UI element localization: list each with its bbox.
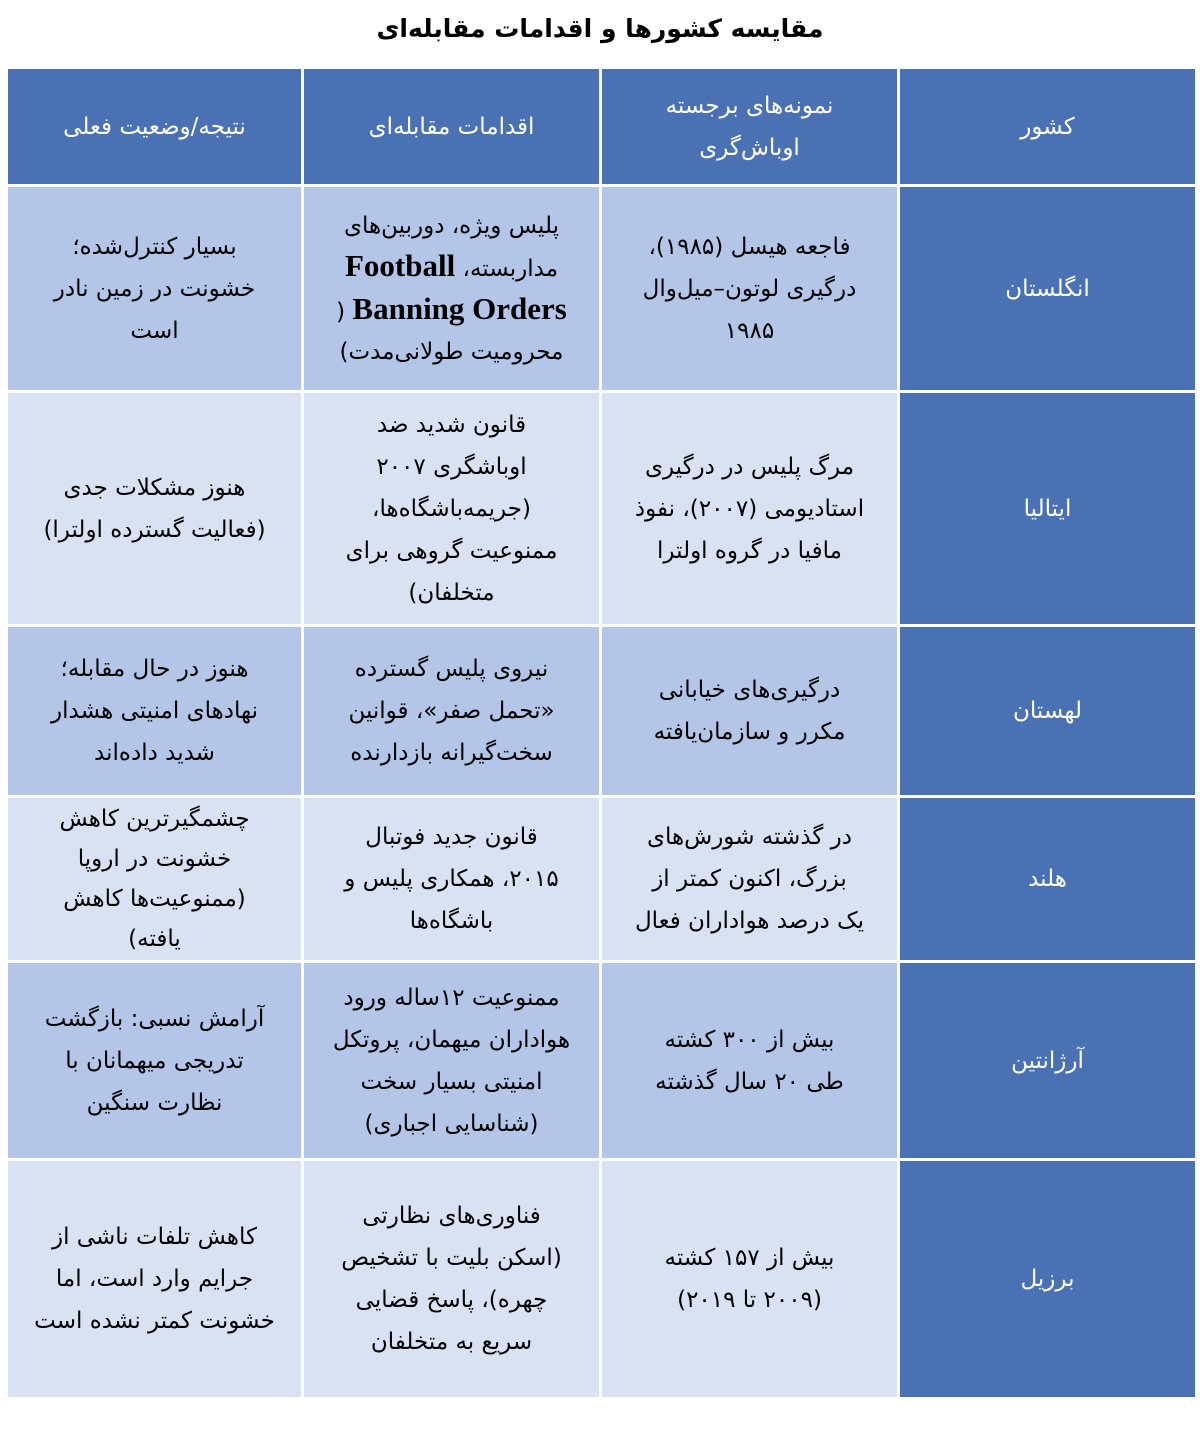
table-row	[7, 626, 1197, 797]
result-cell: هنوز در حال مقابله؛ نهادهای امنیتی هشدار شدید داده‌اند	[7, 626, 303, 797]
examples-cell: بیش از ۱۵۷ کشته (۲۰۰۹ تا ۲۰۱۹)	[601, 1160, 899, 1399]
header-examples: نمونه‌های برجسته اوباش‌گری	[601, 68, 899, 186]
result-cell: هنوز مشکلات جدی (فعالیت گسترده اولترا)	[7, 392, 303, 626]
table-row	[7, 1160, 1197, 1399]
table-row	[7, 392, 1197, 626]
examples-cell: بیش از ۳۰۰ کشته طی ۲۰ سال گذشته	[601, 962, 899, 1160]
measures-text: پلیس ویژه، دوربین‌های مداربسته،	[343, 212, 560, 282]
measures-english: Football	[344, 247, 456, 283]
country-cell: لهستان	[899, 626, 1197, 797]
measures-cell: پلیس ویژه، دوربین‌های مداربسته، Football Banning Orders ( محرومیت طولانی‌مدت)	[303, 186, 601, 392]
result-cell: چشمگیرترین کاهش خشونت در اروپا (ممنوعیت‌ها کاهش یافته)	[7, 797, 303, 962]
examples-cell: در گذشته شورش‌های بزرگ، اکنون کمتر از یک درصد هواداران فعال	[601, 797, 899, 962]
measures-english: Banning Orders	[352, 290, 567, 326]
examples-cell: درگیری‌های خیابانی مکرر و سازمان‌یافته	[601, 626, 899, 797]
measures-cell: نیروی پلیس گسترده «تحمل صفر»، قوانین سخت‌گیرانه بازدارنده	[303, 626, 601, 797]
country-cell: برزیل	[899, 1160, 1197, 1399]
measures-cell: قانون جدید فوتبال ۲۰۱۵، همکاری پلیس و باشگاه‌ها	[303, 797, 601, 962]
table-row	[7, 186, 1197, 392]
table-row	[7, 962, 1197, 1160]
result-cell: کاهش تلفات ناشی از جرایم وارد است، اما خشونت کمتر نشده است	[7, 1160, 303, 1399]
table-title: مقایسه کشورها و اقدامات مقابله‌ای	[376, 14, 824, 43]
header-row	[7, 68, 1197, 186]
measures-cell: قانون شدید ضد اوباشگری ۲۰۰۷ (جریمه‌باشگاه‌ها، ممنوعیت گروهی برای متخلفان)	[303, 392, 601, 626]
header-measures: اقدامات مقابله‌ای	[303, 68, 601, 186]
result-cell: آرامش نسبی: بازگشت تدریجی میهمانان با نظارت سنگین	[7, 962, 303, 1160]
country-cell: انگلستان	[899, 186, 1197, 392]
table-row	[7, 797, 1197, 962]
examples-cell: مرگ پلیس در درگیری استادیومی (۲۰۰۷)، نفوذ مافیا در گروه اولترا	[601, 392, 899, 626]
country-cell: هلند	[899, 797, 1197, 962]
measures-cell: ممنوعیت ۱۲ساله ورود هواداران میهمان، پروتکل امنیتی بسیار سخت (شناسایی اجباری)	[303, 962, 601, 1160]
comparison-table	[5, 66, 1198, 1400]
measures-text: محرومیت طولانی‌مدت)	[339, 338, 564, 365]
measures-cell: فناوری‌های نظارتی (اسکن بلیت با تشخیص چهره)، پاسخ قضایی سریع به متخلفان	[303, 1160, 601, 1399]
header-country: کشور	[899, 68, 1197, 186]
examples-cell: فاجعه هیسل (۱۹۸۵)، درگیری لوتون–میل‌وال ۱۹۸۵	[601, 186, 899, 392]
result-cell: بسیار کنترل‌شده؛ خشونت در زمین نادر است	[7, 186, 303, 392]
country-cell: ایتالیا	[899, 392, 1197, 626]
country-cell: آرژانتین	[899, 962, 1197, 1160]
header-result: نتیجه/وضعیت فعلی	[7, 68, 303, 186]
